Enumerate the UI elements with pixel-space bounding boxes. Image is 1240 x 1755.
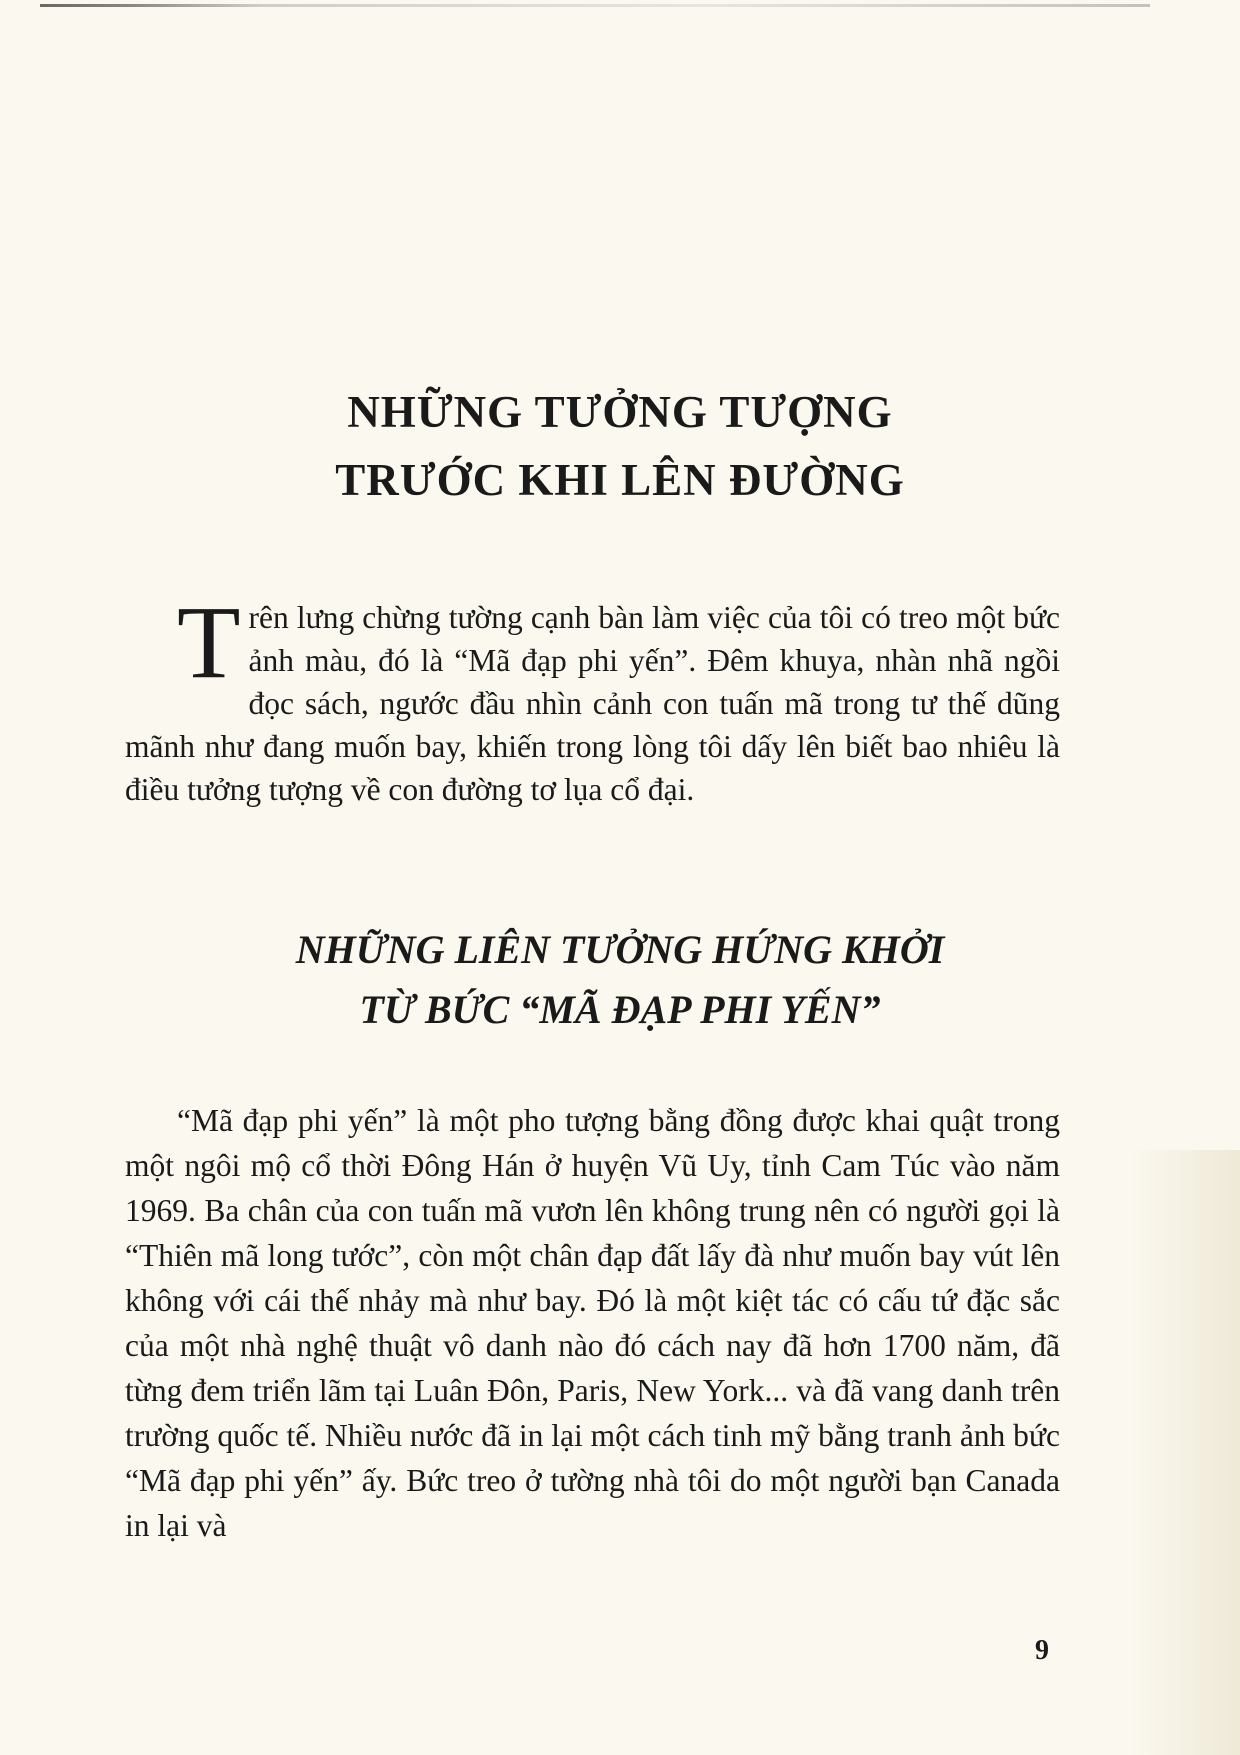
top-scan-edge bbox=[40, 4, 1150, 7]
section-title bbox=[0, 920, 1240, 1040]
intro-text: rên lưng chừng tường cạnh bàn làm việc của tôi có treo một bức ảnh màu, đó là “Mã đạp phi yến”. Đêm khuya, nhàn nhã ngồi đọc sách, ngước đầu nhìn cảnh con tuấn mã trong tư thế dũng mãnh như đang muốn bay, khiến trong lòng tôi dấy lên biết bao nhiêu là điều tưởng tượng về con đường tơ lụa cổ đại. bbox=[125, 600, 1060, 807]
page-number: 9 bbox=[1035, 1635, 1049, 1666]
chapter-title bbox=[0, 378, 1240, 514]
chapter-title-line-2: TRƯỚC KHI LÊN ĐƯỜNG bbox=[335, 455, 905, 505]
section-title-line-1: NHỮNG LIÊN TƯỞNG HỨNG KHỞI bbox=[295, 927, 945, 972]
section-title-line-2: TỪ BỨC “MÃ ĐẠP PHI YẾN” bbox=[359, 987, 881, 1032]
paper-stain bbox=[1130, 1150, 1240, 1755]
body-paragraph: “Mã đạp phi yến” là một pho tượng bằng đồng được khai quật trong một ngôi mộ cổ thời Đông Hán ở huyện Vũ Uy, tỉnh Cam Túc vào năm 1969. Ba chân của con tuấn mã vươn lên không trung nên có người gọi là “Thiên mã long tước”, còn một chân đạp đất lấy đà như muốn bay vút lên không với cái thế nhảy mà như bay. Đó là một kiệt tác có cấu tứ đặc sắc của một nhà nghệ thuật vô danh nào đó cách nay đã hơn 1700 năm, đã từng đem triển lãm tại Luân Đôn, Paris, New York... và đã vang danh trên trường quốc tế. Nhiều nước đã in lại một cách tinh mỹ bằng tranh ảnh bức “Mã đạp phi yến” ấy. Bức treo ở tường nhà tôi do một người bạn Canada in lại và bbox=[125, 1103, 1060, 1543]
chapter-title-line-1: NHỮNG TƯỞNG TƯỢNG bbox=[347, 387, 893, 437]
drop-cap: T bbox=[177, 585, 241, 700]
intro-paragraph bbox=[125, 585, 1060, 811]
